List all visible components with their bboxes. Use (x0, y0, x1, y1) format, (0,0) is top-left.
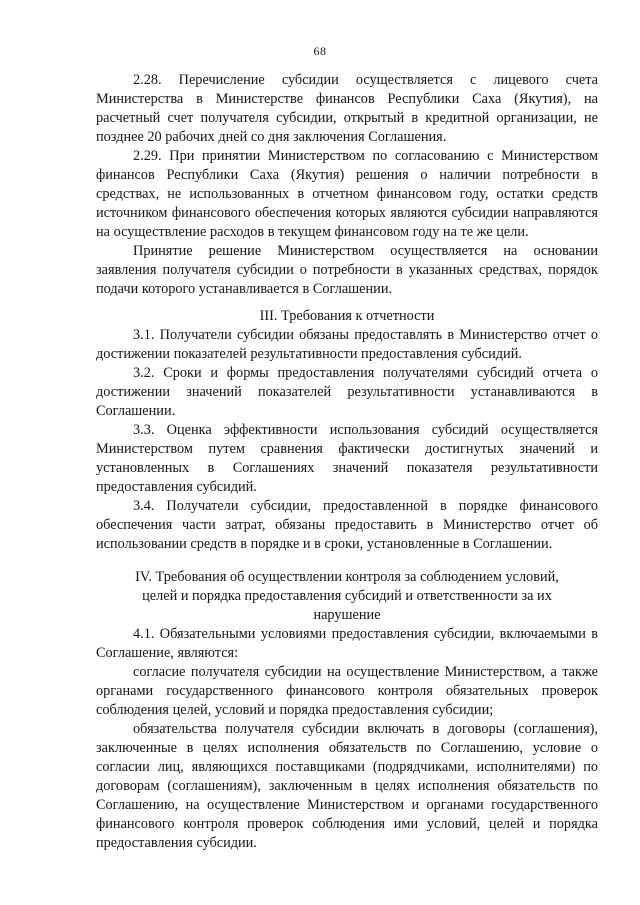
paragraph-2-28: 2.28. Перечисление субсидии осуществляется с лицевого счета Министерства в Министерстве финансов Республики Саха (Якутия), на расчетный счет получателя субсидии, открытый в кредитной организации, не позднее 20 рабочих дней со дня заключения Соглашения. (96, 72, 598, 145)
paragraph-3-2: 3.2. Сроки и формы предоставления получателями субсидий отчета о достижении значений показателей результативности устанавливаются в Соглашении. (96, 365, 598, 419)
paragraph-2-29: 2.29. При принятии Министерством по согласованию с Министерством финансов Республики Саха (Якутия) решения о наличии потребности в средствах, не использованных в отчетном финансовом году, остатки средств источником финансового обеспечения которых являются субсидии направляются на осуществление расходов в текущем финансовом году на те же цели. (96, 148, 598, 240)
document-body (96, 71, 598, 853)
paragraph-3-3: 3.3. Оценка эффективности использования субсидий осуществляется Министерством путем сравнения фактически достигнутых значений и установленных в Соглашениях значений показателя результативности предоставления субсидий. (96, 422, 598, 495)
paragraph-consent: согласие получателя субсидии на осуществление Министерством, а также органами государственного финансового контроля обязательных проверок соблюдения целей, условий и порядка предоставления субсидии; (96, 664, 598, 718)
paragraph-decision: Принятие решение Министерством осуществляется на основании заявления получателя субсидии о потребности в указанных средствах, порядок подачи которого устанавливается в Соглашении. (96, 243, 598, 297)
paragraph-3-1: 3.1. Получатели субсидии обязаны предоставлять в Министерство отчет о достижении показателей результативности предоставления субсидий. (96, 327, 598, 362)
section-4-title-line: IV. Требования об осуществлении контроля за соблюдением условий, (135, 569, 559, 585)
page-number: 68 (313, 44, 327, 58)
section-4-title-line: целей и порядка предоставления субсидий и ответственности за их (142, 588, 552, 604)
paragraph-obligations: обязательства получателя субсидии включать в договоры (соглашения), заключенные в целях исполнения обязательств по Соглашению, условие о согласии лиц, являющихся поставщиками (подрядчиками, исполнителями) по договорам (соглашениям), заключенным в целях исполнения обязательств по Соглашению, на осуществление Министерством и органами государственного финансового контроля проверок соблюдения ими условий, целей и порядка предоставления субсидии. (96, 721, 598, 851)
paragraph-3-4: 3.4. Получатели субсидии, предоставленной в порядке финансового обеспечения части затрат, обязаны предоставить в Министерство отчет об использовании средств в порядке и в сроки, установленные в Соглашении. (96, 498, 598, 552)
section-4-title-line: нарушение (313, 607, 381, 623)
paragraph-4-1: 4.1. Обязательными условиями предоставления субсидии, включаемыми в Соглашение, являются: (96, 626, 598, 661)
section-3-title: III. Требования к отчетности (259, 308, 435, 324)
section-4-title (96, 568, 598, 625)
